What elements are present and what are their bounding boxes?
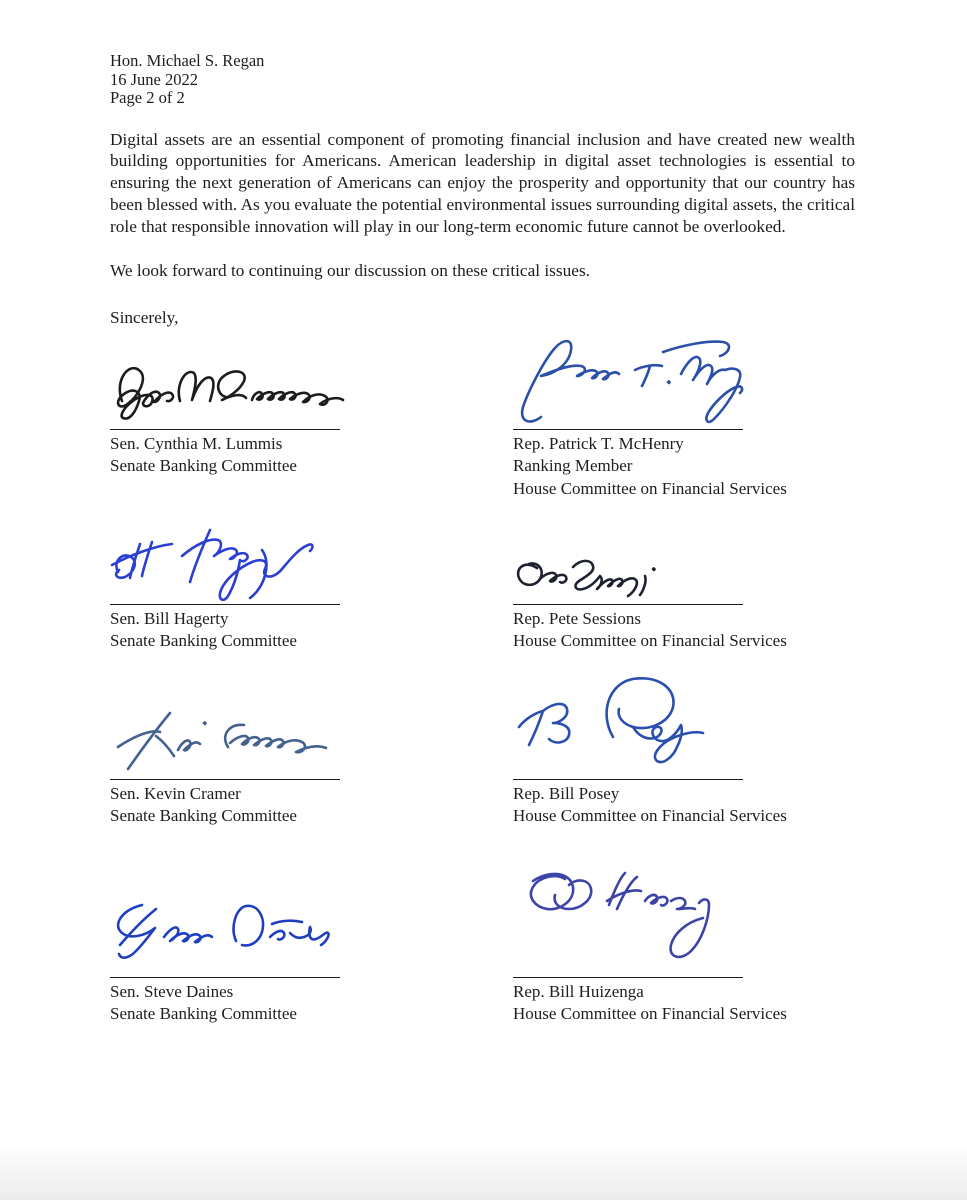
header-recipient: Hon. Michael S. Regan — [110, 51, 265, 70]
body-paragraph-1: Digital assets are an essential component of promoting financial inclusion and have created new wealth building opportunities for Americans. American leadership in digital asset technologies is essential to ensuring the next generation of Americans can enjoy the prosperity and opportunity that our country has been blessed with. As you evaluate the potential environmental issues surrounding digital assets, the critical role that responsible innovation will play in our long-term economic future cannot be overlooked. — [110, 129, 855, 237]
signatory-name: Sen. Cynthia M. Lummis — [110, 433, 283, 453]
signature-grid — [110, 339, 855, 1087]
header-date: 16 June 2022 — [110, 69, 198, 89]
signatory-title: Senate Banking Committee — [110, 631, 297, 651]
signature-block-huizenga — [513, 887, 855, 1087]
signature-block-lummis — [110, 339, 513, 514]
signature-block-daines — [110, 887, 513, 1087]
signature-block-mchenry — [513, 339, 855, 514]
signatory-title: House Committee on Financial Services — [513, 806, 787, 826]
signatory-title: House Committee on Financial Services — [513, 631, 787, 651]
signature-lummis-icon — [110, 339, 513, 427]
signature-huizenga-icon — [513, 887, 855, 975]
header-page-number: Page 2 of 2 — [110, 88, 185, 107]
signatory-name: Sen. Steve Daines — [110, 981, 234, 1001]
signature-block-sessions — [513, 514, 855, 689]
body-paragraph-2: We look forward to continuing our discussion on these critical issues. — [110, 261, 590, 281]
signatory-name: Rep. Bill Huizenga — [513, 981, 644, 1001]
signature-rule — [513, 977, 743, 978]
signatory-name: Sen. Bill Hagerty — [110, 608, 229, 628]
signatory-title-2: House Committee on Financial Services — [513, 478, 787, 498]
signatory-title: Ranking Member — [513, 456, 633, 476]
signature-rule — [513, 604, 743, 605]
signature-rule — [513, 429, 743, 430]
page-bottom-shade — [0, 1142, 967, 1200]
signature-rule — [110, 977, 340, 978]
signatory-name: Rep. Bill Posey — [513, 783, 620, 803]
signature-hagerty-icon — [110, 514, 513, 602]
signatory-title: Senate Banking Committee — [110, 1004, 297, 1024]
signatory-title: House Committee on Financial Services — [513, 1004, 787, 1024]
signature-rule — [110, 604, 340, 605]
signature-daines-icon — [110, 887, 513, 975]
signature-mchenry-icon — [513, 339, 855, 427]
signatory-title: Senate Banking Committee — [110, 806, 297, 826]
signature-sessions-icon — [513, 514, 855, 602]
signatory-title: Senate Banking Committee — [110, 456, 297, 476]
signature-rule — [513, 779, 743, 780]
closing-salutation: Sincerely, — [110, 307, 179, 327]
signature-block-cramer — [110, 689, 513, 887]
signatory-name: Rep. Patrick T. McHenry — [513, 433, 684, 453]
signature-rule — [110, 429, 340, 430]
signature-block-hagerty — [110, 514, 513, 689]
signature-block-posey — [513, 689, 855, 887]
signature-rule — [110, 779, 340, 780]
letter-header — [110, 52, 855, 108]
signature-posey-icon — [513, 689, 855, 777]
signature-cramer-icon — [110, 689, 513, 777]
signatory-name: Rep. Pete Sessions — [513, 608, 641, 628]
signatory-name: Sen. Kevin Cramer — [110, 783, 241, 803]
